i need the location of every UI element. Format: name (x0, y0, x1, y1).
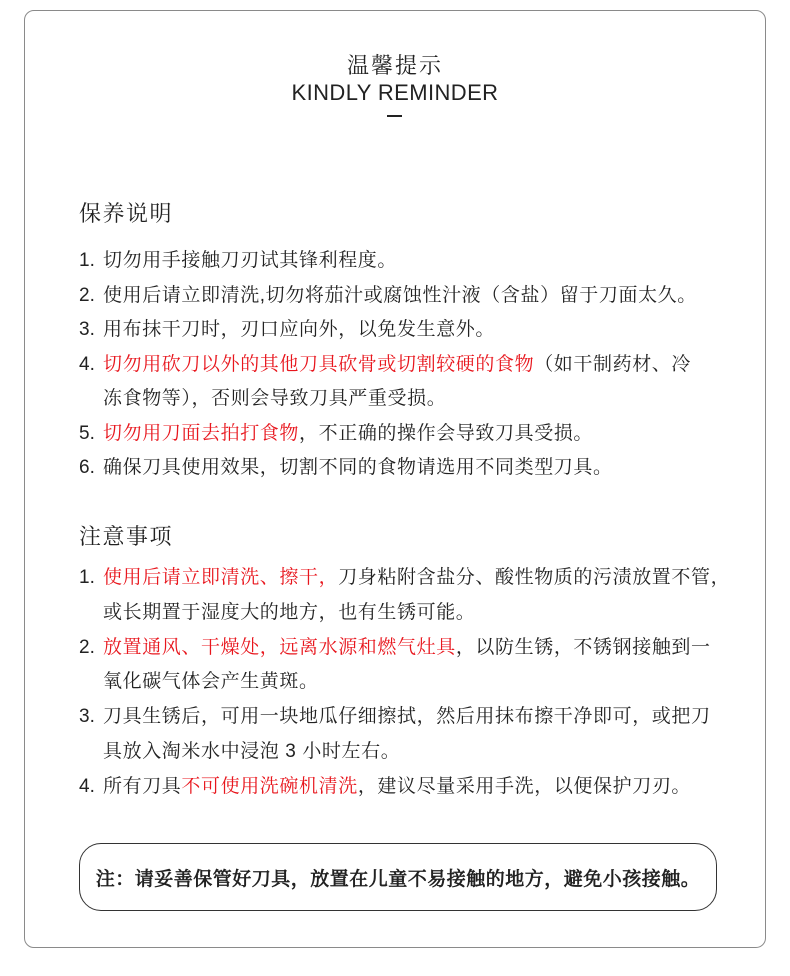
item-text: 用布抹干刀时，刃口应向外，以免发生意外。 (103, 319, 496, 340)
care-list (79, 244, 697, 486)
page-subtitle: KINDLY REMINDER (291, 80, 499, 105)
list-item (79, 279, 697, 314)
item-text: 或长期置于湿度大的地方，也有生锈可能。 (103, 601, 476, 623)
list-item (79, 417, 697, 452)
item-warning-text: 放置通风、干燥处，远离水源和燃气灶具 (103, 636, 456, 658)
page-title: 温馨提示 (346, 53, 443, 78)
item-text: 具放入淘米水中浸泡 3 小时左右。 (103, 740, 401, 762)
item-line (79, 735, 730, 770)
notes-list (79, 561, 730, 805)
list-item (79, 244, 697, 279)
list-item (79, 348, 697, 417)
list-item (79, 561, 730, 631)
item-text: ，以防生锈，不锈钢接触到一 (455, 636, 711, 658)
safety-note-text: 注：请妥善保管好刀具，放置在儿童不易接触的地方，避免小孩接触。 (95, 868, 701, 890)
item-text: 使用后请立即清洗,切勿将茄汁或腐蚀性汁液（含盐）留于刀面太久。 (103, 284, 697, 306)
item-number: 1. (79, 567, 95, 588)
item-line (79, 279, 697, 314)
item-line (79, 417, 697, 452)
item-number: 4. (79, 353, 95, 375)
safety-note-box (79, 843, 717, 911)
section-heading-care: 保养说明 (79, 201, 174, 226)
list-item (79, 631, 730, 701)
item-line (79, 313, 697, 348)
item-number: 1. (79, 250, 95, 271)
item-line (79, 561, 730, 596)
item-text: 刀身粘附含盐分、酸性物质的污渍放置不管， (338, 567, 731, 588)
item-warning-text: 使用后请立即清洗、擦干， (103, 567, 339, 588)
item-text: 刀具生锈后，可用一块地瓜仔细擦拭，然后用抹布擦干净即可，或把刀 (103, 706, 711, 728)
item-text: 氧化碳气体会产生黄斑。 (103, 671, 319, 693)
title-divider (387, 115, 402, 117)
item-line (79, 348, 697, 383)
item-warning-text: 切勿用刀面去拍打食物 (103, 422, 300, 444)
item-text: ，建议尽量采用手洗，以便保护刀刃。 (357, 775, 692, 797)
item-text: （如干制药材、冷 (534, 353, 692, 375)
item-line (79, 665, 730, 700)
item-number: 6. (79, 457, 95, 478)
list-item (79, 700, 730, 770)
item-line (79, 596, 730, 631)
list-item (79, 313, 697, 348)
item-line (79, 770, 730, 805)
item-text: 冻食物等），否则会导致刀具严重受损。 (103, 388, 447, 409)
section-heading-notes: 注意事项 (79, 524, 174, 549)
item-line (79, 631, 730, 666)
list-item (79, 451, 697, 486)
item-number: 2. (79, 636, 95, 658)
list-item (79, 770, 730, 805)
item-number: 2. (79, 284, 95, 306)
item-number: 4. (79, 775, 95, 797)
item-text: 所有刀具 (103, 775, 182, 797)
item-number: 3. (79, 319, 95, 340)
item-warning-text: 切勿用砍刀以外的其他刀具砍骨或切割较硬的食物 (103, 353, 535, 375)
item-text: ，不正确的操作会导致刀具受损。 (299, 422, 594, 444)
item-number: 5. (79, 422, 95, 444)
item-number: 3. (79, 706, 95, 728)
item-warning-text: 不可使用洗碗机清洗 (181, 775, 358, 797)
item-line (79, 700, 730, 735)
item-text: 切勿用手接触刀刃试其锋利程度。 (103, 250, 398, 271)
item-line (79, 382, 697, 417)
item-line (79, 244, 697, 279)
item-line (79, 451, 697, 486)
item-text: 确保刀具使用效果，切割不同的食物请选用不同类型刀具。 (103, 457, 613, 478)
